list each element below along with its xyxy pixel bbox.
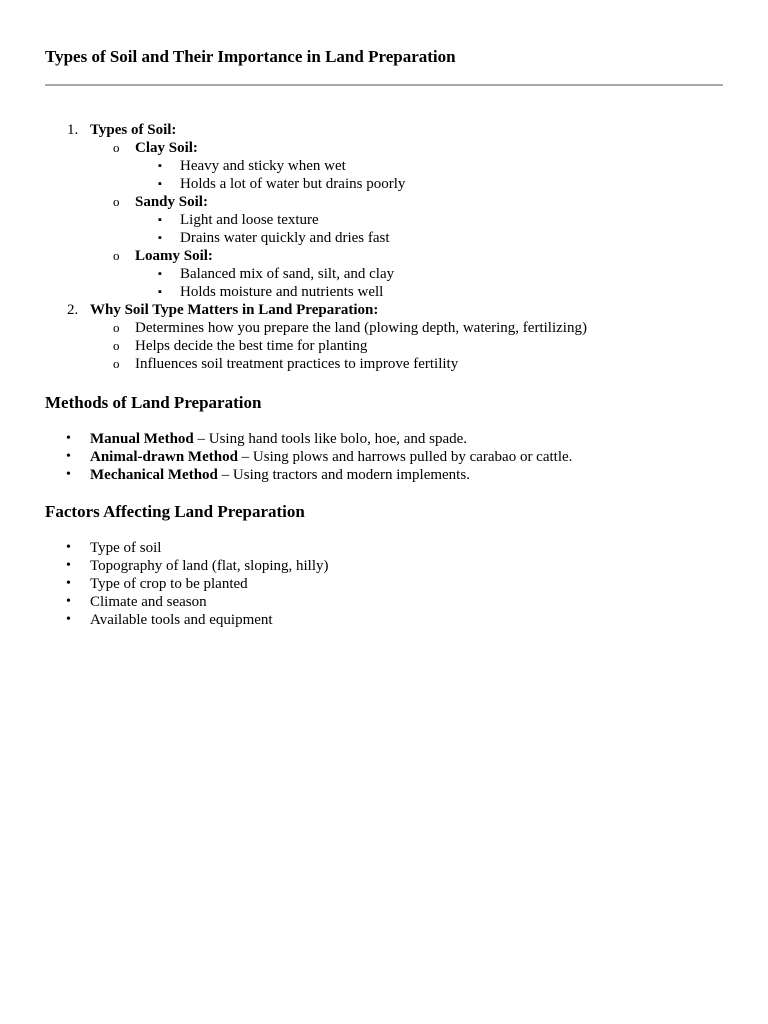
subitem-sandy-soil: [45, 193, 723, 211]
list-item: [45, 175, 723, 193]
method-term: Mechanical Method: [90, 467, 218, 483]
methods-section: [45, 393, 723, 413]
soil-outline: [45, 121, 723, 373]
bullet-icon: •: [66, 612, 71, 627]
square-bullet-icon: ▪: [158, 232, 162, 244]
factors-list: [45, 539, 723, 629]
list-item-text: Light and loose texture: [180, 212, 319, 228]
list-item: [45, 466, 723, 484]
list-item-types-of-soil: [45, 121, 723, 301]
list-number: 1.: [67, 122, 79, 138]
list-item-text: Influences soil treatment practices to improve fertility: [135, 356, 459, 372]
list-item-text: Balanced mix of sand, silt, and clay: [180, 266, 395, 282]
bullet-icon: •: [66, 449, 71, 464]
circle-bullet-icon: o: [113, 356, 120, 371]
subitem-heading: Loamy Soil:: [135, 248, 213, 264]
list-item-text: Type of soil: [90, 540, 162, 556]
circle-bullet-icon: o: [113, 140, 120, 155]
method-term: Manual Method: [90, 431, 194, 447]
circle-bullet-icon: o: [113, 338, 120, 353]
list-item: [45, 539, 723, 557]
list-item-text: Heavy and sticky when wet: [180, 158, 346, 174]
list-item-text: Drains water quickly and dries fast: [180, 230, 390, 246]
subitem-heading: Clay Soil:: [135, 140, 198, 156]
subitem-heading: Sandy Soil:: [135, 194, 208, 210]
horizontal-divider: [45, 84, 723, 86]
circle-bullet-icon: o: [113, 320, 120, 335]
list-item-text: Climate and season: [90, 594, 207, 610]
list-item: [45, 265, 723, 283]
list-item-text: Determines how you prepare the land (plowing depth, watering, fertilizing): [135, 320, 587, 336]
list-item: [45, 229, 723, 247]
list-item: [45, 557, 723, 575]
list-item: [45, 448, 723, 466]
method-description: – Using hand tools like bolo, hoe, and spade.: [193, 431, 468, 447]
subitem-loamy-soil: [45, 247, 723, 265]
list-item: [45, 430, 723, 448]
circle-bullet-icon: o: [113, 248, 120, 263]
methods-list-wrapper: [45, 430, 723, 484]
bullet-icon: •: [66, 558, 71, 573]
bullet-icon: •: [66, 576, 71, 591]
list-item: [45, 611, 723, 629]
list-item-text: Holds a lot of water but drains poorly: [180, 176, 406, 192]
list-item: [45, 283, 723, 301]
list-item: [45, 157, 723, 175]
bullet-icon: •: [66, 431, 71, 446]
bullet-icon: •: [66, 540, 71, 555]
soil-numbered-list: [45, 121, 723, 373]
method-description: – Using plows and harrows pulled by carabao or cattle.: [237, 449, 573, 465]
methods-list: [45, 430, 723, 484]
page-title: Types of Soil and Their Importance in Land Preparation: [45, 47, 456, 66]
list-item: [45, 337, 723, 355]
list-item: [45, 575, 723, 593]
list-item-text: Holds moisture and nutrients well: [180, 284, 384, 300]
square-bullet-icon: ▪: [158, 178, 162, 190]
factors-list-wrapper: [45, 539, 723, 629]
list-item-text: Helps decide the best time for planting: [135, 338, 368, 354]
list-item-heading: Types of Soil:: [90, 122, 177, 138]
list-item-text: Topography of land (flat, sloping, hilly): [90, 558, 329, 574]
list-item: [45, 319, 723, 337]
list-item-why-soil-type-matters: [45, 301, 723, 373]
list-item: [45, 593, 723, 611]
square-bullet-icon: ▪: [158, 214, 162, 226]
square-bullet-icon: ▪: [158, 268, 162, 280]
bullet-icon: •: [66, 594, 71, 609]
bullet-icon: •: [66, 467, 71, 482]
method-description: – Using tractors and modern implements.: [217, 467, 470, 483]
factors-heading: Factors Affecting Land Preparation: [45, 502, 305, 521]
circle-bullet-icon: o: [113, 194, 120, 209]
list-item-text: Available tools and equipment: [90, 612, 273, 628]
list-item-text: Type of crop to be planted: [90, 576, 248, 592]
list-item-heading: Why Soil Type Matters in Land Preparation:: [90, 302, 379, 318]
method-term: Animal-drawn Method: [90, 449, 238, 465]
list-item: [45, 211, 723, 229]
square-bullet-icon: ▪: [158, 160, 162, 172]
square-bullet-icon: ▪: [158, 286, 162, 298]
factors-section: [45, 502, 723, 522]
subitem-clay-soil: [45, 139, 723, 157]
list-number: 2.: [67, 302, 79, 318]
methods-heading: Methods of Land Preparation: [45, 393, 262, 412]
list-item: [45, 355, 723, 373]
